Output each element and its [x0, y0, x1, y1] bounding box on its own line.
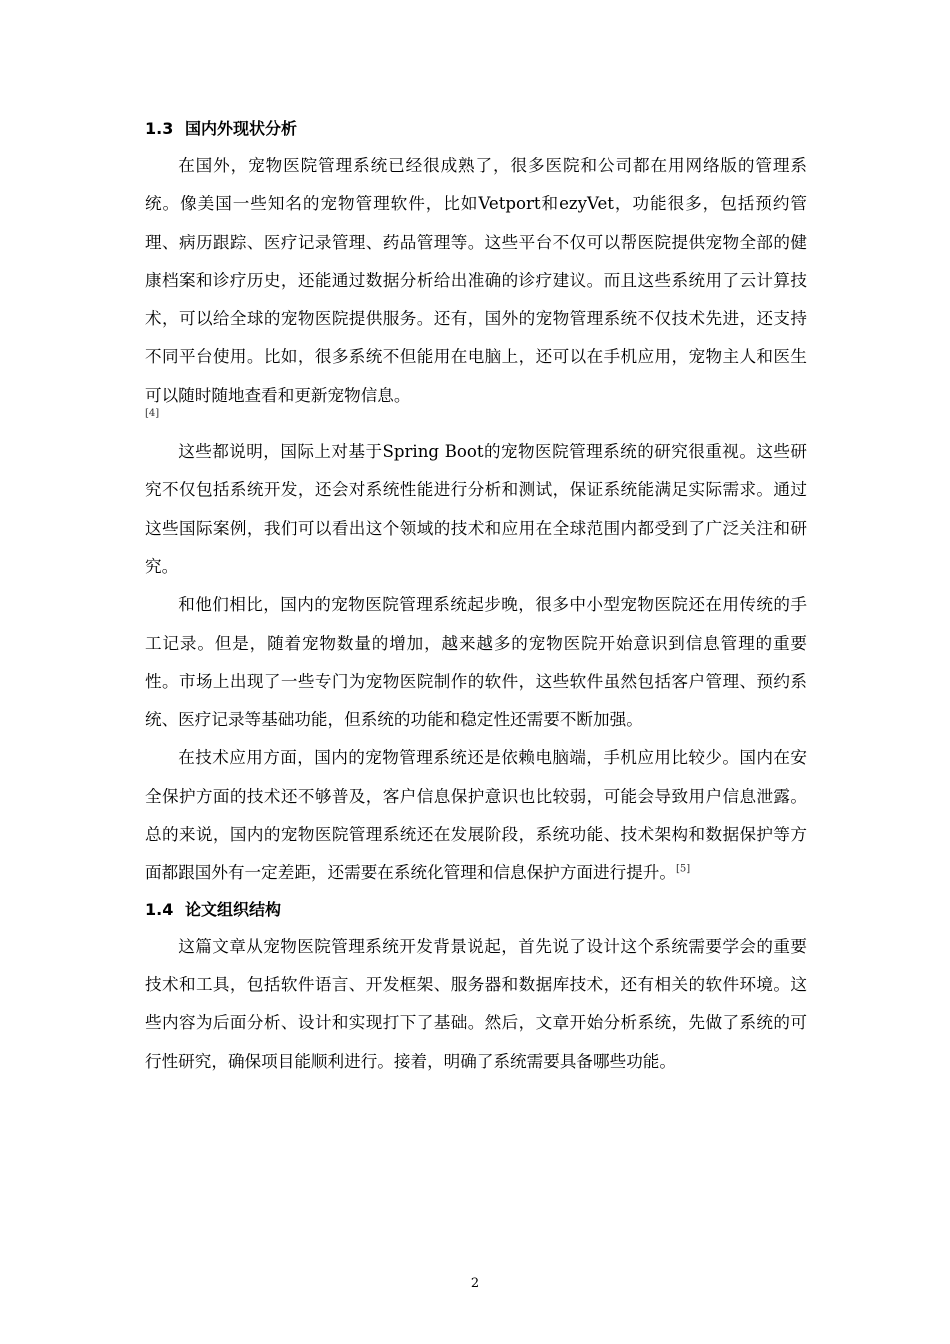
page-number: 2: [470, 1276, 480, 1291]
paragraph-text: 这篇文章从宠物医院管理系统开发背景说起，首先说了设计这个系统需要学会的重要技术和工具，包括软件语言、开发框架、服务器和数据库技术，还有相关的软件环境。这些内容为后面分析、设计和实现打下了基础。然后，文章开始分析系统，先做了系统的可行性研究，确保项目能顺利进行。接着，明确了系统需要具备哪些功能。: [145, 936, 807, 1071]
section-title: 论文组织结构: [185, 899, 282, 919]
section-number: 1.4: [145, 899, 174, 919]
citation-ref-5: [5]: [676, 863, 691, 875]
section-number: 1.3: [145, 119, 174, 138]
paragraph-international-research: [145, 433, 807, 586]
citation-ref-4: [4]: [145, 408, 160, 420]
section-heading-1-4: [145, 893, 807, 927]
paragraph-domestic-comparison: [145, 586, 807, 739]
paragraph-text: 和他们相比，国内的宠物医院管理系统起步晚，很多中小型宠物医院还在用传统的手工记录。但是，随着宠物数量的增加，越来越多的宠物医院开始意识到信息管理的重要性。市场上出现了一些专门为宠物医院制作的软件，这些软件虽然包括客户管理、预约系统、医疗记录等基础功能，但系统的功能和稳定性还需要不断加强。: [145, 595, 807, 730]
page-body: [145, 112, 807, 1081]
paragraph-thesis-structure: [145, 928, 807, 1081]
section-title: 国内外现状分析: [185, 119, 298, 138]
paragraph-domestic-technology: [145, 739, 807, 892]
paragraph-text: 在技术应用方面，国内的宠物管理系统还是依赖电脑端，手机应用比较少。国内在安全保护方面的技术还不够普及，客户信息保护意识也比较弱，可能会导致用户信息泄露。总的来说，国内的宠物医院管理系统还在发展阶段，系统功能、技术架构和数据保护等方面都跟国外有一定差距，还需要在系统化管理和信息保护方面进行提升。: [145, 748, 807, 883]
paragraph-text: 在国外，宠物医院管理系统已经很成熟了，很多医院和公司都在用网络版的管理系统。像美国一些知名的宠物管理软件，比如Vetport和ezyVet，功能很多，包括预约管理、病历跟踪、医疗记录管理、药品管理等。这些平台不仅可以帮医院提供宠物全部的健康档案和诊疗历史，还能通过数据分析给出准确的诊疗建议。而且这些系统用了云计算技术，可以给全球的宠物医院提供服务。还有，国外的宠物管理系统不仅技术先进，还支持不同平台使用。比如，很多系统不但能用在电脑上，还可以在手机应用，宠物主人和医生可以随时随地查看和更新宠物信息。: [145, 156, 807, 405]
section-heading-1-3: [145, 112, 807, 146]
paragraph-foreign-status: [145, 147, 807, 415]
paragraph-text: 这些都说明，国际上对基于Spring Boot的宠物医院管理系统的研究很重视。这些研究不仅包括系统开发，还会对系统性能进行分析和测试，保证系统能满足实际需求。通过这些国际案例，我们可以看出这个领域的技术和应用在全球范围内都受到了广泛关注和研究。: [145, 442, 807, 576]
